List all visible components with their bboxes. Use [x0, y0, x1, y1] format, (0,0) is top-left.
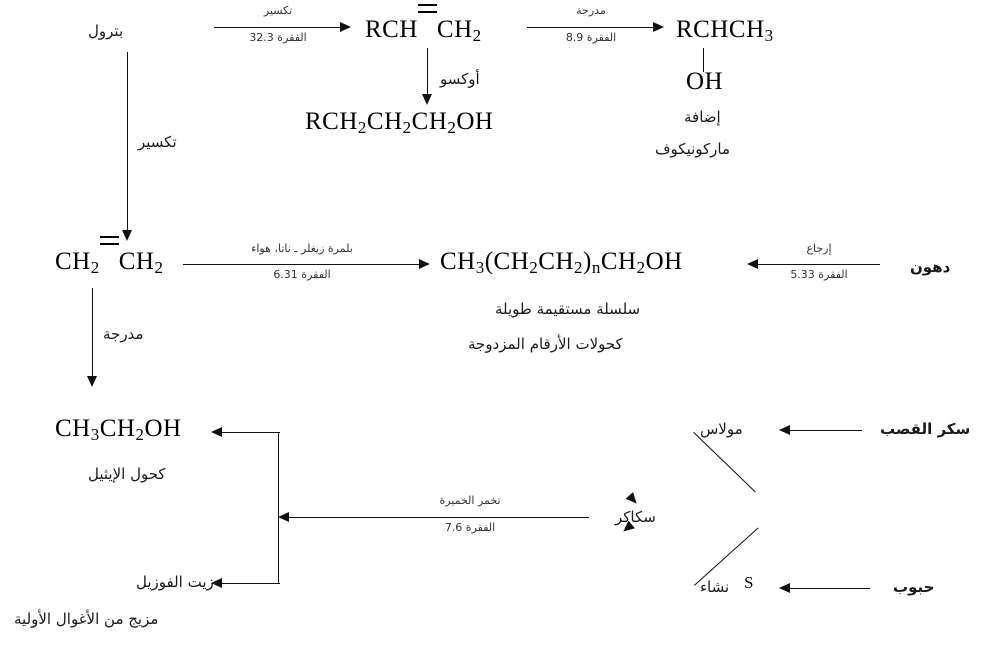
arrow-reduction-label: إرجاع — [806, 242, 832, 255]
arrow-ziegler-ref: الفقرة 6.31 — [273, 268, 331, 281]
lca-p10: 2 — [636, 258, 646, 277]
node-petrol: بترول — [88, 22, 124, 40]
oxo-p5: CH — [411, 108, 448, 135]
node-rchch3-part1: RCHCH — [676, 16, 765, 43]
arrow-reduction-line — [758, 264, 880, 265]
arrow-fermentation-label: تخمر الخميرة — [439, 494, 501, 507]
arrow-grain-to-starch-head — [779, 583, 790, 593]
oxo-p6: 2 — [447, 118, 457, 137]
node-rch-ch2-part3: 2 — [472, 26, 482, 45]
node-rchch3 — [676, 16, 774, 46]
oxo-p4: 2 — [402, 118, 412, 137]
node-rch-ch2 — [365, 16, 482, 46]
caption-markovnikov: ماركونيكوف — [655, 140, 731, 158]
lca-p8: n — [591, 258, 601, 277]
arrow-reduction-head — [747, 259, 758, 269]
arrow-hydration-top-line — [527, 27, 655, 28]
ethylene-p4: 2 — [154, 258, 164, 277]
ethylene-p1: CH — [55, 248, 91, 275]
arrow-hydration-top-label: مدرجة — [576, 4, 606, 17]
arrow-fermentation-line — [289, 517, 589, 518]
double-bond-icon — [418, 16, 437, 44]
arrow-cracking-top-line — [214, 27, 342, 28]
lca-p4: 2 — [529, 258, 539, 277]
arrow-oxo-label: أوكسو — [440, 70, 480, 88]
node-fats: دهون — [910, 258, 951, 276]
node-starch: نشاء — [700, 578, 730, 596]
node-sugars: سكاكر — [615, 508, 656, 526]
node-oh: OH — [686, 68, 724, 95]
caption-ethyl-alcohol: كحول الإيثيل — [88, 465, 166, 483]
arrow-cane-to-molasses-head — [779, 425, 790, 435]
caption-straight-chain: سلسلة مستقيمة طويلة — [495, 300, 641, 318]
arrow-cracking-top-ref: الفقرة 32.3 — [249, 31, 307, 44]
ethylene-p3: CH — [118, 248, 155, 275]
branch-to-ethanol-line — [222, 432, 280, 433]
oxo-p7: OH — [456, 108, 494, 135]
arrow-molasses-to-sugars-head — [626, 492, 641, 507]
arrow-hydration-top-ref: الفقرة 8.9 — [565, 31, 617, 44]
arrow-fermentation-head — [278, 512, 289, 522]
arrow-grain-to-starch-line — [790, 588, 870, 589]
node-ethanol — [55, 415, 182, 445]
oxo-p2: 2 — [357, 118, 367, 137]
branch-trunk-vertical — [278, 432, 279, 584]
arrow-reduction-ref: الفقرة 5.33 — [790, 268, 848, 281]
arrow-oxo-head — [422, 94, 432, 105]
arrow-fermentation-ref: الفقرة 7.6 — [444, 521, 496, 534]
lca-p3: (CH — [484, 248, 530, 275]
lca-p5: CH — [538, 248, 575, 275]
oxo-p1: RCH — [305, 108, 358, 135]
ethanol-p5: OH — [144, 415, 182, 442]
arrow-hydration-left-line — [92, 288, 93, 380]
arrow-hydration-left-head — [87, 376, 97, 387]
lca-p11: OH — [645, 248, 683, 275]
node-rch-ch2-part1: RCH — [365, 16, 418, 43]
ethanol-p2: 3 — [90, 425, 100, 444]
ethanol-p3: CH — [99, 415, 136, 442]
arrow-cane-to-molasses-line — [790, 430, 862, 431]
arrow-cracking-top-label: تكسير — [263, 4, 293, 17]
node-rchch3-part2: 3 — [764, 26, 774, 45]
node-cane-sugar: سكر القصب — [880, 420, 971, 438]
double-bond-icon-2 — [100, 248, 119, 276]
node-long-chain-alcohol — [440, 248, 683, 278]
lca-p6: 2 — [574, 258, 584, 277]
arrow-cracking-left-label: تكسير — [138, 133, 177, 151]
oxo-p3: CH — [366, 108, 403, 135]
arrow-hydration-left-label: مدرجة — [103, 325, 144, 343]
ethylene-p2: 2 — [90, 258, 100, 277]
caption-addition: إضافة — [684, 108, 721, 126]
branch-to-fusel-line — [222, 583, 280, 584]
node-starch-mark: S — [744, 573, 754, 592]
arrow-molasses-to-sugars-line — [693, 432, 756, 493]
arrow-oxo-line — [427, 48, 428, 96]
node-rch-ch2-part2: CH — [436, 16, 473, 43]
node-molasses: مولاس — [700, 420, 743, 438]
ethanol-p4: 2 — [135, 425, 145, 444]
caption-even-numbered-alcohols: كحولات الأرقام المزدوجة — [468, 335, 623, 353]
node-ethylene — [55, 248, 163, 278]
lca-p1: CH — [440, 248, 476, 275]
lca-p9: CH — [600, 248, 637, 275]
node-fusel-oil: زيت الفوزيل — [136, 573, 214, 591]
lca-p7: ) — [583, 248, 592, 275]
arrow-ziegler-label: بلمرة زيغلر ـ ناتا، هواء — [251, 242, 353, 255]
node-grain: حبوب — [893, 578, 935, 596]
lca-p2: 3 — [475, 258, 485, 277]
ethanol-p1: CH — [55, 415, 91, 442]
node-oxo-product — [305, 108, 493, 138]
arrow-cracking-left-head — [122, 230, 132, 241]
arrow-cracking-left-line — [127, 52, 128, 234]
branch-to-ethanol-head — [211, 427, 222, 437]
arrow-ziegler-line — [183, 264, 421, 265]
caption-mixture-primary-alcohols: مزيج من الأغوال الأولية — [14, 610, 159, 628]
